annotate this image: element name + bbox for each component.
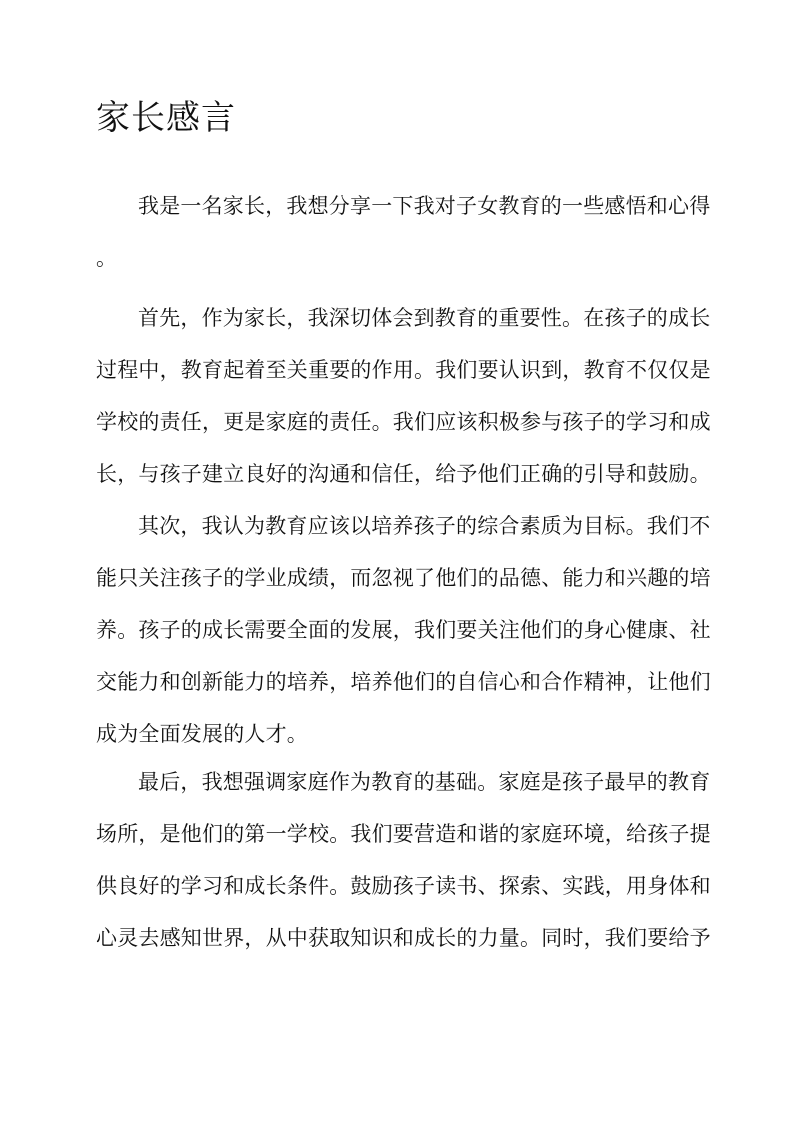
paragraph-line: 我是一名家长，我想分享一下我对子女教育的一些感悟和心得	[138, 194, 711, 218]
paragraph-1	[96, 180, 711, 284]
paragraph-line: 场所，是他们的第一学校。我们要营造和谐的家庭环境，给孩子提	[96, 822, 711, 846]
paragraph-line: 。	[96, 246, 118, 270]
paragraph-line: 成为全面发展的人才。	[96, 722, 308, 746]
paragraph-line: 最后，我想强调家庭作为教育的基础。家庭是孩子最早的教育	[138, 770, 711, 794]
paragraph-3	[96, 500, 711, 760]
paragraph-2	[96, 292, 711, 500]
paragraph-line: 学校的责任，更是家庭的责任。我们应该积极参与孩子的学习和成	[96, 410, 711, 434]
paragraph-line: 能只关注孩子的学业成绩，而忽视了他们的品德、能力和兴趣的培	[96, 566, 711, 590]
paragraph-line: 养。孩子的成长需要全面的发展，我们要关注他们的身心健康、社	[96, 618, 711, 642]
paragraph-line: 心灵去感知世界，从中获取知识和成长的力量。同时，我们要给予	[96, 926, 711, 950]
paragraph-line: 过程中，教育起着至关重要的作用。我们要认识到，教育不仅仅是	[96, 358, 711, 382]
paragraph-line: 长，与孩子建立良好的沟通和信任，给予他们正确的引导和鼓励。	[96, 462, 711, 486]
paragraph-4	[96, 756, 711, 964]
paragraph-line: 交能力和创新能力的培养，培养他们的自信心和合作精神，让他们	[96, 670, 711, 694]
paragraph-line: 其次，我认为教育应该以培养孩子的综合素质为目标。我们不	[138, 514, 711, 538]
paragraph-line: 供良好的学习和成长条件。鼓励孩子读书、探索、实践，用身体和	[96, 874, 711, 898]
paragraph-line: 首先，作为家长，我深切体会到教育的重要性。在孩子的成长	[138, 306, 711, 330]
page-title: 家长感言	[96, 98, 236, 138]
